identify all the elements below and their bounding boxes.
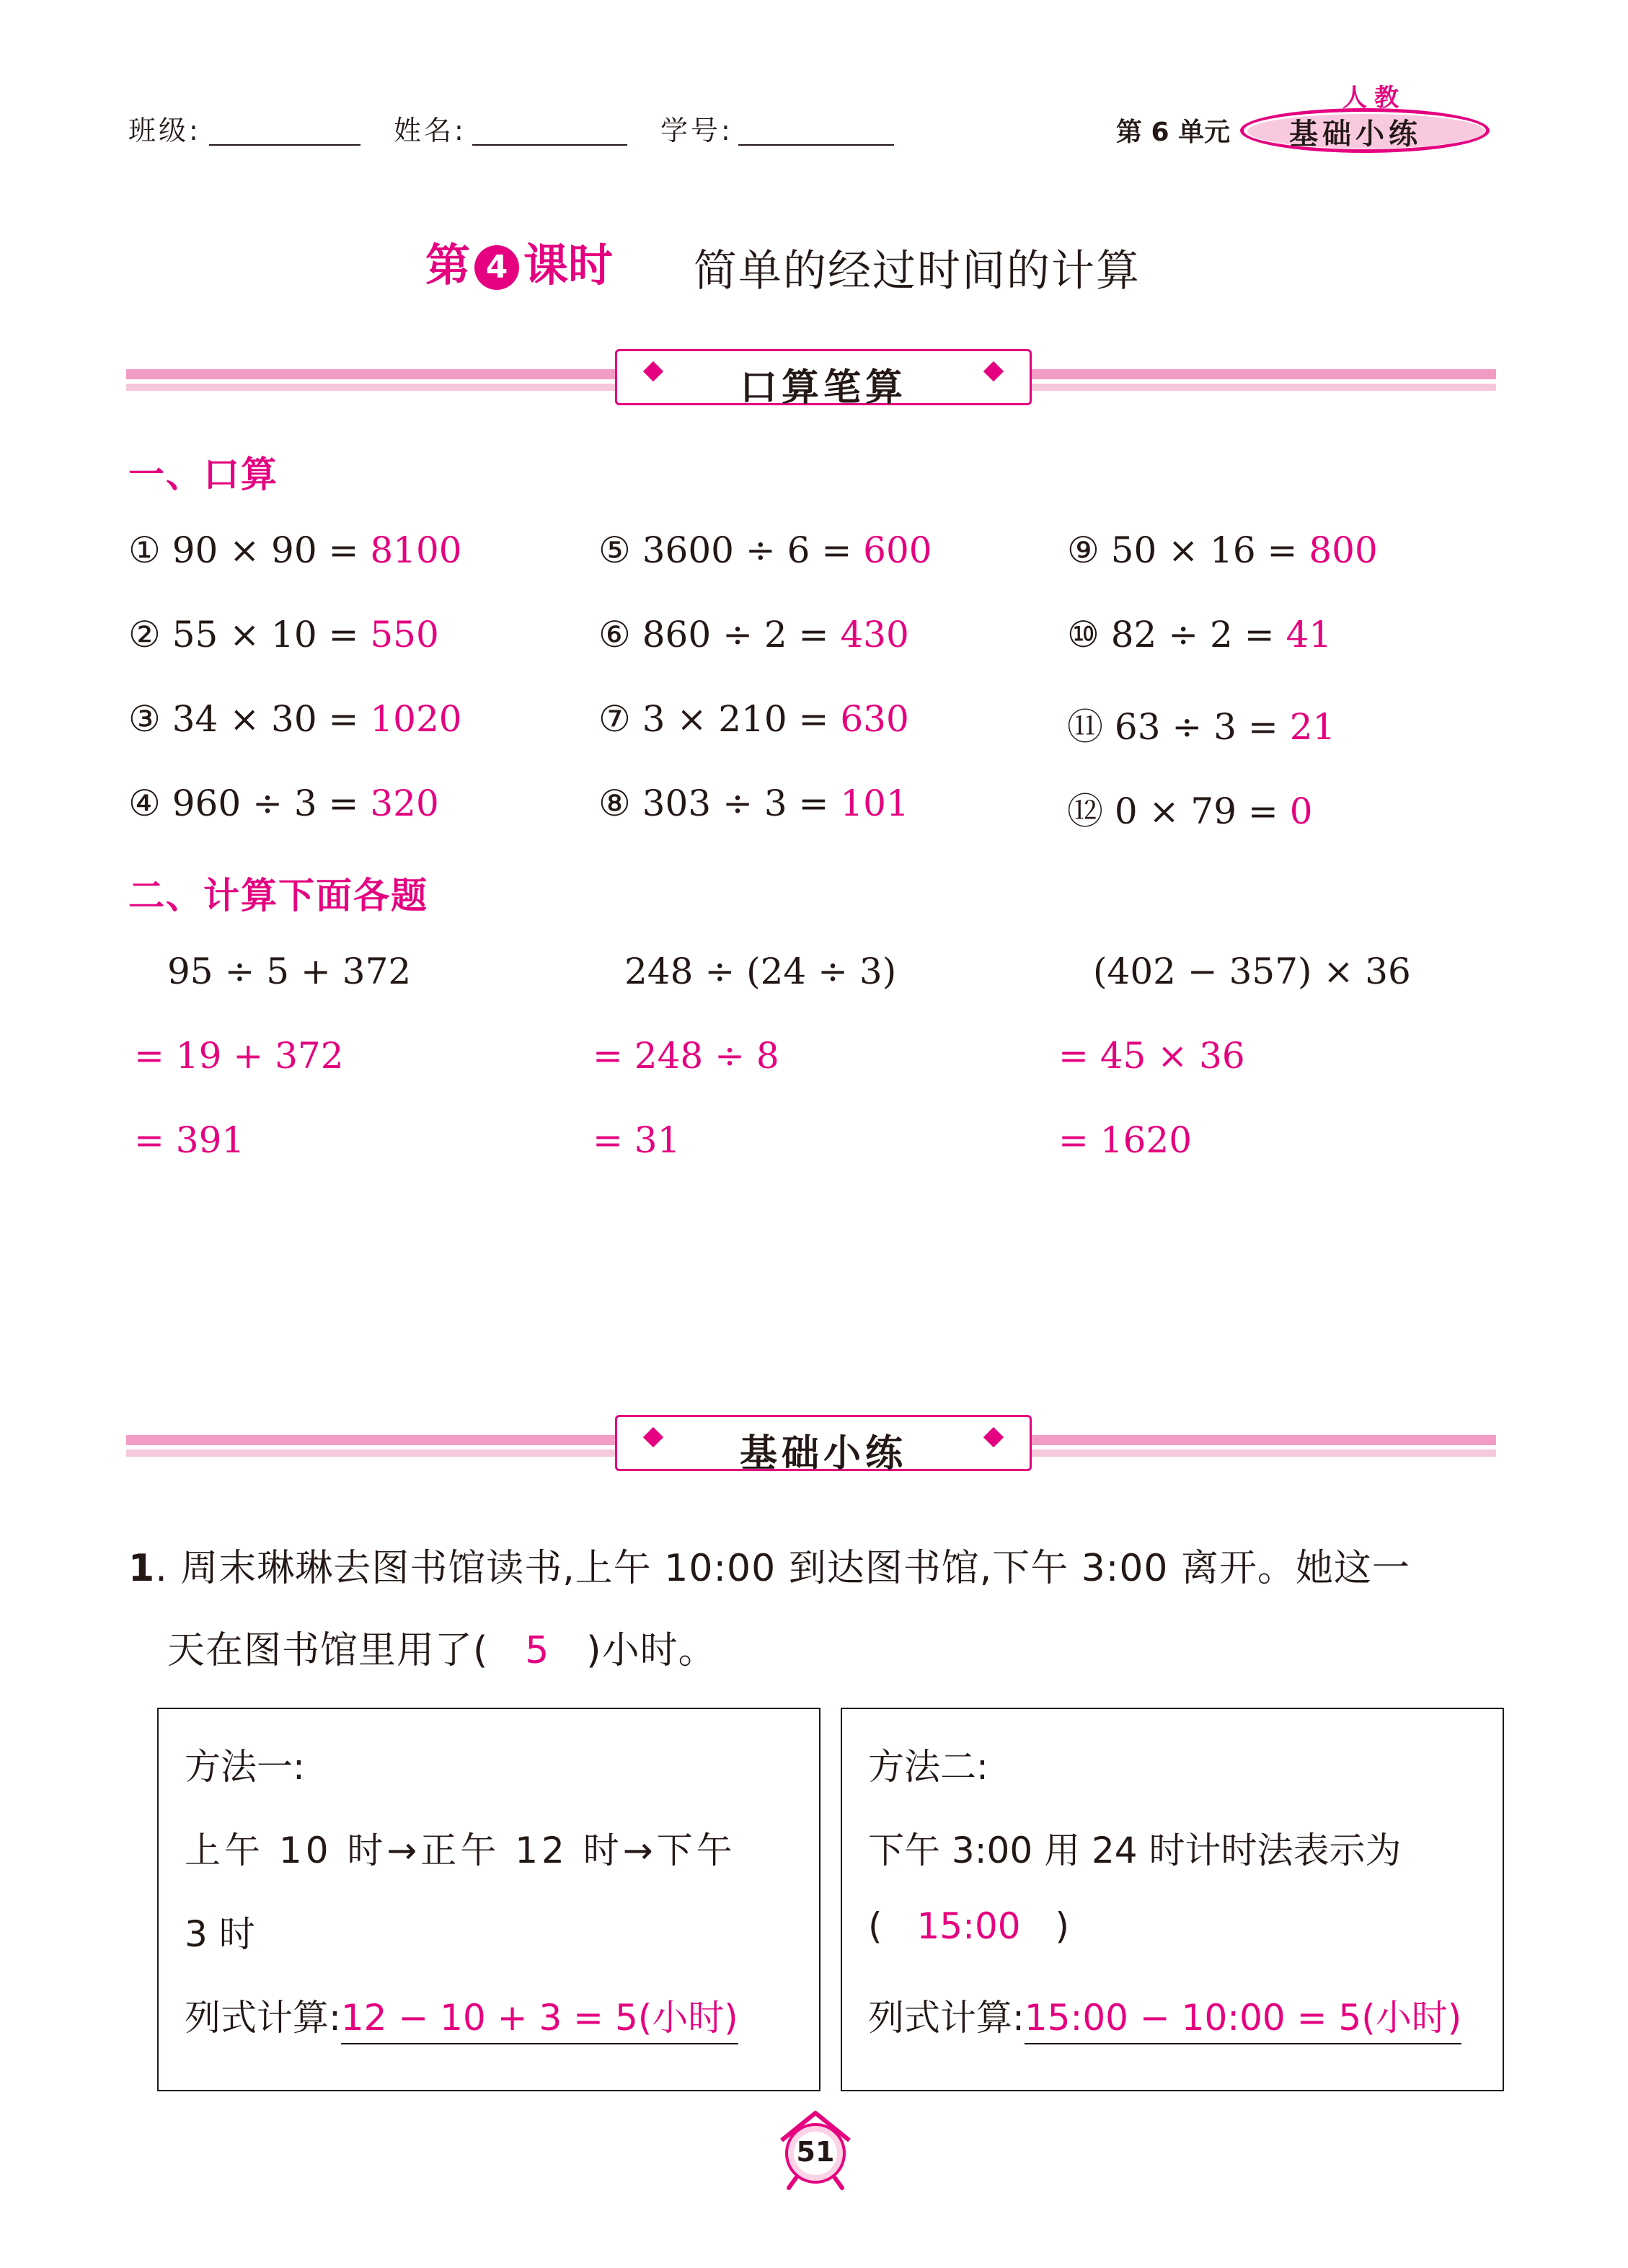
brand-series: 基础小练 <box>1289 118 1422 151</box>
method-2-calc-answer[interactable]: 15:00 − 10:00 = 5(小时) <box>1025 1997 1461 2044</box>
calc-step: = 248 ÷ 8 <box>593 1035 779 1077</box>
method-1-box <box>157 1708 820 2091</box>
method-1-title: 方法一: <box>185 1746 305 1788</box>
oral-item: ⑩ 82 ÷ 2 = 41 <box>1067 614 1332 656</box>
method-1-line1: 上午 10 时→正午 12 时→下午 <box>185 1830 736 1871</box>
oral-answer: 0 <box>1289 790 1313 832</box>
oral-answer: 8100 <box>370 529 462 571</box>
oral-answer: 320 <box>370 782 439 824</box>
page-number: 51 <box>796 2136 835 2168</box>
oral-item: ④ 960 ÷ 3 = 320 <box>128 782 439 824</box>
brand-publisher: 人教 <box>1342 84 1406 112</box>
oral-answer: 1020 <box>370 698 462 740</box>
part-title-calc: 二、计算下面各题 <box>128 875 428 917</box>
brand-logo <box>1240 78 1500 157</box>
student-id-blank[interactable] <box>738 144 894 146</box>
lesson-label <box>425 229 613 294</box>
calc-step: = 31 <box>593 1119 681 1161</box>
lesson-suffix: 课时 <box>523 239 614 291</box>
oral-item: ① 90 × 90 = 8100 <box>128 529 462 571</box>
part-title-oral: 一、口算 <box>128 454 278 495</box>
section-banner-oral <box>615 349 1032 410</box>
method-2-line2: ( 15:00 ) <box>868 1905 1070 1947</box>
banner-title: 基础小练 <box>739 1432 907 1475</box>
oral-answer: 101 <box>840 782 909 824</box>
method-2-answer[interactable]: 15:00 <box>916 1905 1021 1947</box>
problem-1-line2: 天在图书馆里用了( 5 )小时。 <box>167 1629 717 1672</box>
name-label: 姓名: <box>394 115 466 146</box>
problem-1-answer[interactable]: 5 <box>525 1629 550 1672</box>
oral-answer: 430 <box>840 614 909 656</box>
section-banner-practice <box>615 1415 1032 1475</box>
oral-item: ⑤ 3600 ÷ 6 = 600 <box>598 529 932 571</box>
method-2-calc: 列式计算:15:00 − 10:00 = 5(小时) <box>868 1989 1461 2041</box>
oral-answer: 550 <box>370 614 439 656</box>
oral-item: ⑥ 860 ÷ 2 = 430 <box>598 614 909 656</box>
class-blank[interactable] <box>209 144 360 146</box>
calc-question: (402 − 357) × 36 <box>1093 950 1411 992</box>
method-2-line1: 下午 3:00 用 24 时计时法表示为 <box>868 1830 1402 1871</box>
calc-step: = 45 × 36 <box>1058 1035 1245 1077</box>
method-1-line2: 3 时 <box>185 1913 255 1955</box>
lesson-prefix: 第 <box>425 239 471 291</box>
oral-item: ⑫ 0 × 79 = 0 <box>1067 790 1313 832</box>
oral-item: ⑨ 50 × 16 = 800 <box>1067 529 1378 571</box>
oral-answer: 630 <box>840 698 909 740</box>
problem-number: 1 <box>128 1547 156 1590</box>
oral-answer: 600 <box>863 529 932 571</box>
oral-answer: 800 <box>1309 529 1378 571</box>
method-2-box <box>841 1708 1504 2091</box>
problem-1-line1: 1. 周末琳琳去图书馆读书,上午 10:00 到达图书馆,下午 3:00 离开。她这一 <box>128 1547 1411 1590</box>
class-label: 班级: <box>128 115 201 146</box>
page-number-badge <box>776 2106 855 2192</box>
calc-step: = 391 <box>134 1119 245 1161</box>
calc-question: 248 ÷ (24 ÷ 3) <box>624 950 897 992</box>
oral-answer: 41 <box>1286 614 1332 656</box>
lesson-title: 简单的经过时间的计算 <box>694 246 1141 296</box>
oral-item: ⑦ 3 × 210 = 630 <box>598 698 909 740</box>
name-blank[interactable] <box>472 144 627 146</box>
oral-item: ⑪ 63 ÷ 3 = 21 <box>1067 706 1336 748</box>
oral-item: ⑧ 303 ÷ 3 = 101 <box>598 782 909 824</box>
method-1-calc-answer[interactable]: 12 − 10 + 3 = 5(小时) <box>341 1997 738 2044</box>
calc-question: 95 ÷ 5 + 372 <box>167 950 412 992</box>
method-2-title: 方法二: <box>868 1746 988 1788</box>
oral-item: ② 55 × 10 = 550 <box>128 614 439 656</box>
oral-answer: 21 <box>1289 706 1336 748</box>
student-id-label: 学号: <box>660 115 733 146</box>
lesson-number-badge: 4 <box>474 245 519 290</box>
banner-title: 口算笔算 <box>739 366 907 410</box>
calc-step: = 1620 <box>1058 1119 1193 1161</box>
method-1-calc: 列式计算:12 − 10 + 3 = 5(小时) <box>185 1989 738 2041</box>
calc-step: = 19 + 372 <box>134 1035 344 1077</box>
unit-label: 第 6 单元 <box>1116 118 1231 147</box>
oral-item: ③ 34 × 30 = 1020 <box>128 698 462 740</box>
